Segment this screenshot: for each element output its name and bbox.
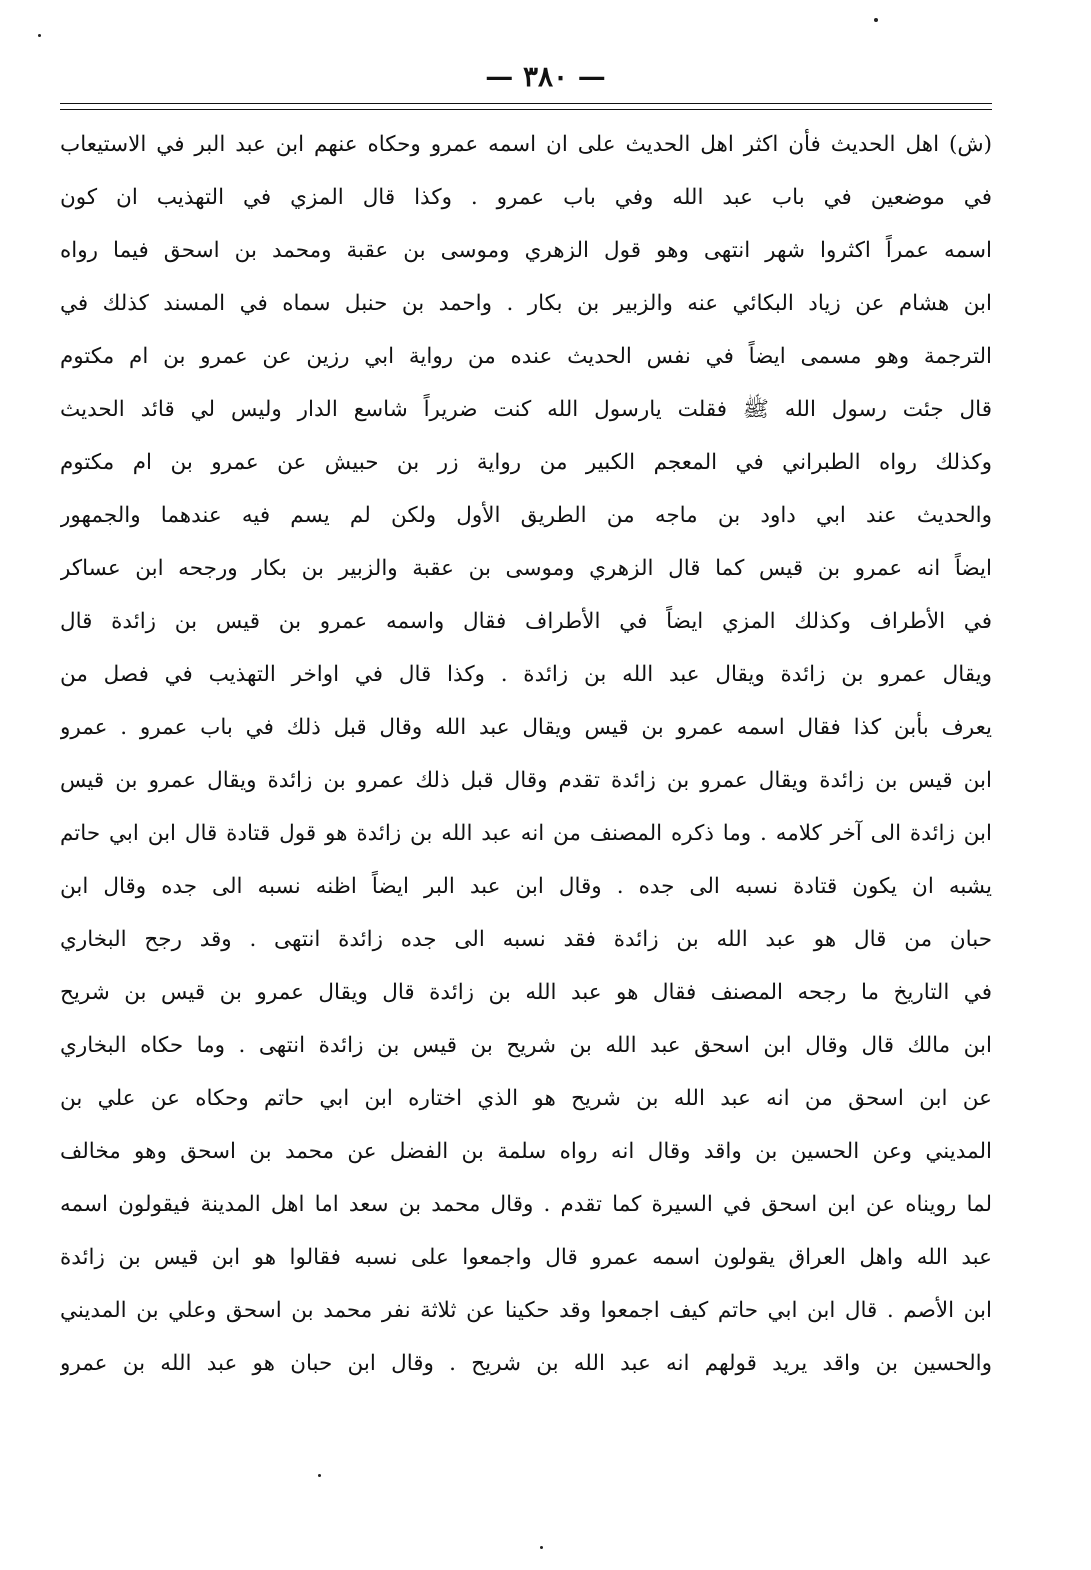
scan-speck	[540, 1546, 543, 1549]
commentary-text	[60, 118, 992, 1390]
text-line: ابن هشام عن زياد البكائي عنه والزبير بن بكار . واحمد بن حنبل سماه في المسند كذلك في	[60, 291, 992, 316]
text-line: وكذلك رواه الطبراني في المعجم الكبير من رواية زر بن حبيش عن عمرو بن ام مكتوم	[60, 450, 992, 475]
text-line: عن ابن اسحق من انه عبد الله بن شريح هو الذي اختاره ابن ابي حاتم وحكاه عن علي بن	[60, 1086, 992, 1111]
text-line: عبد الله واهل العراق يقولون اسمه عمرو قال واجمعوا على نسبه فقالوا هو ابن قيس بن زائدة	[60, 1245, 992, 1270]
scan-speck	[874, 18, 878, 22]
scan-speck	[318, 1474, 321, 1477]
text-line: حبان من قال هو عبد الله بن زائدة فقد نسبه الى جده زائدة انتهى . وقد رجح البخاري	[60, 927, 992, 952]
scan-speck	[38, 34, 41, 37]
text-line: ابن قيس بن زائدة ويقال عمرو بن زائدة تقدم وقال قبل ذلك عمرو بن زائدة ويقال عمرو بن قيس	[60, 768, 992, 793]
text-line: ابن الأصم . قال ابن ابي حاتم كيف اجمعوا وقد حكينا عن ثلاثة نفر محمد بن اسحق وعلي بن المديني	[60, 1298, 992, 1323]
page-number: — ٣٨٠ —	[485, 60, 606, 93]
text-line: (ش) اهل الحديث فأن اكثر اهل الحديث على ان اسمه عمرو وحكاه عنهم ابن عبد البر في الاستيعاب	[60, 132, 992, 157]
header-rule	[60, 109, 992, 110]
text-line: في موضعين في باب عبد الله وفي باب عمرو . وكذا قال المزي في التهذيب ان كون	[60, 185, 992, 210]
text-line: والحديث عند ابي داود بن ماجه من الطريق الأول ولكن لم يسم فيه عندهما والجمهور	[60, 503, 992, 528]
text-line: قال جئت رسول الله ﷺ فقلت يارسول الله كنت ضريراً شاسع الدار وليس لي قائد الحديث	[60, 397, 992, 422]
text-line: اسمه عمراً اكثروا شهر انتهى وهو قول الزهري وموسى بن عقبة ومحمد بن اسحق فيما رواه	[60, 238, 992, 263]
text-line: والحسين بن واقد يريد قولهم انه عبد الله بن شريح . وقال ابن حبان هو عبد الله بن عمرو	[60, 1351, 992, 1376]
text-line: ايضاً انه عمرو بن قيس كما قال الزهري وموسى بن عقبة والزبير بن بكار ورجحه ابن عساكر	[60, 556, 992, 581]
text-line: يشبه ان يكون قتادة نسبه الى جده . وقال ابن عبد البر ايضاً اظنه نسبه الى جده وقال ابن	[60, 874, 992, 899]
header-rule	[60, 103, 992, 104]
text-line: الترجمة وهو مسمى ايضاً في نفس الحديث عنده من رواية ابي رزين عن عمرو بن ام مكتوم	[60, 344, 992, 369]
text-line: ويقال عمرو بن زائدة ويقال عبد الله بن زائدة . وكذا قال في اواخر التهذيب في فصل من	[60, 662, 992, 687]
text-line: في التاريخ ما رجحه المصنف فقال هو عبد الله بن زائدة قال ويقال عمرو بن قيس بن شريح	[60, 980, 992, 1005]
text-line: لما رويناه عن ابن اسحق في السيرة كما تقدم . وقال محمد بن سعد اما اهل المدينة فيقولون اسمه	[60, 1192, 992, 1217]
text-line: في الأطراف وكذلك المزي ايضاً في الأطراف فقال واسمه عمرو بن قيس بن زائدة قال	[60, 609, 992, 634]
text-line: المديني وعن الحسين بن واقد وقال انه رواه سلمة بن الفضل عن محمد بن اسحق وهو مخالف	[60, 1139, 992, 1164]
text-line: يعرف بأبن كذا فقال اسمه عمرو بن قيس ويقال عبد الله وقال قبل ذلك في باب عمرو . عمرو	[60, 715, 992, 740]
text-line: ابن مالك قال وقال ابن اسحق عبد الله بن شريح بن قيس بن زائدة انتهى . وما حكاه البخاري	[60, 1033, 992, 1058]
text-line: ابن زائدة الى آخر كلامه . وما ذكره المصنف من انه عبد الله بن زائدة هو قول قتادة قال ابن ابي حاتم	[60, 821, 992, 846]
